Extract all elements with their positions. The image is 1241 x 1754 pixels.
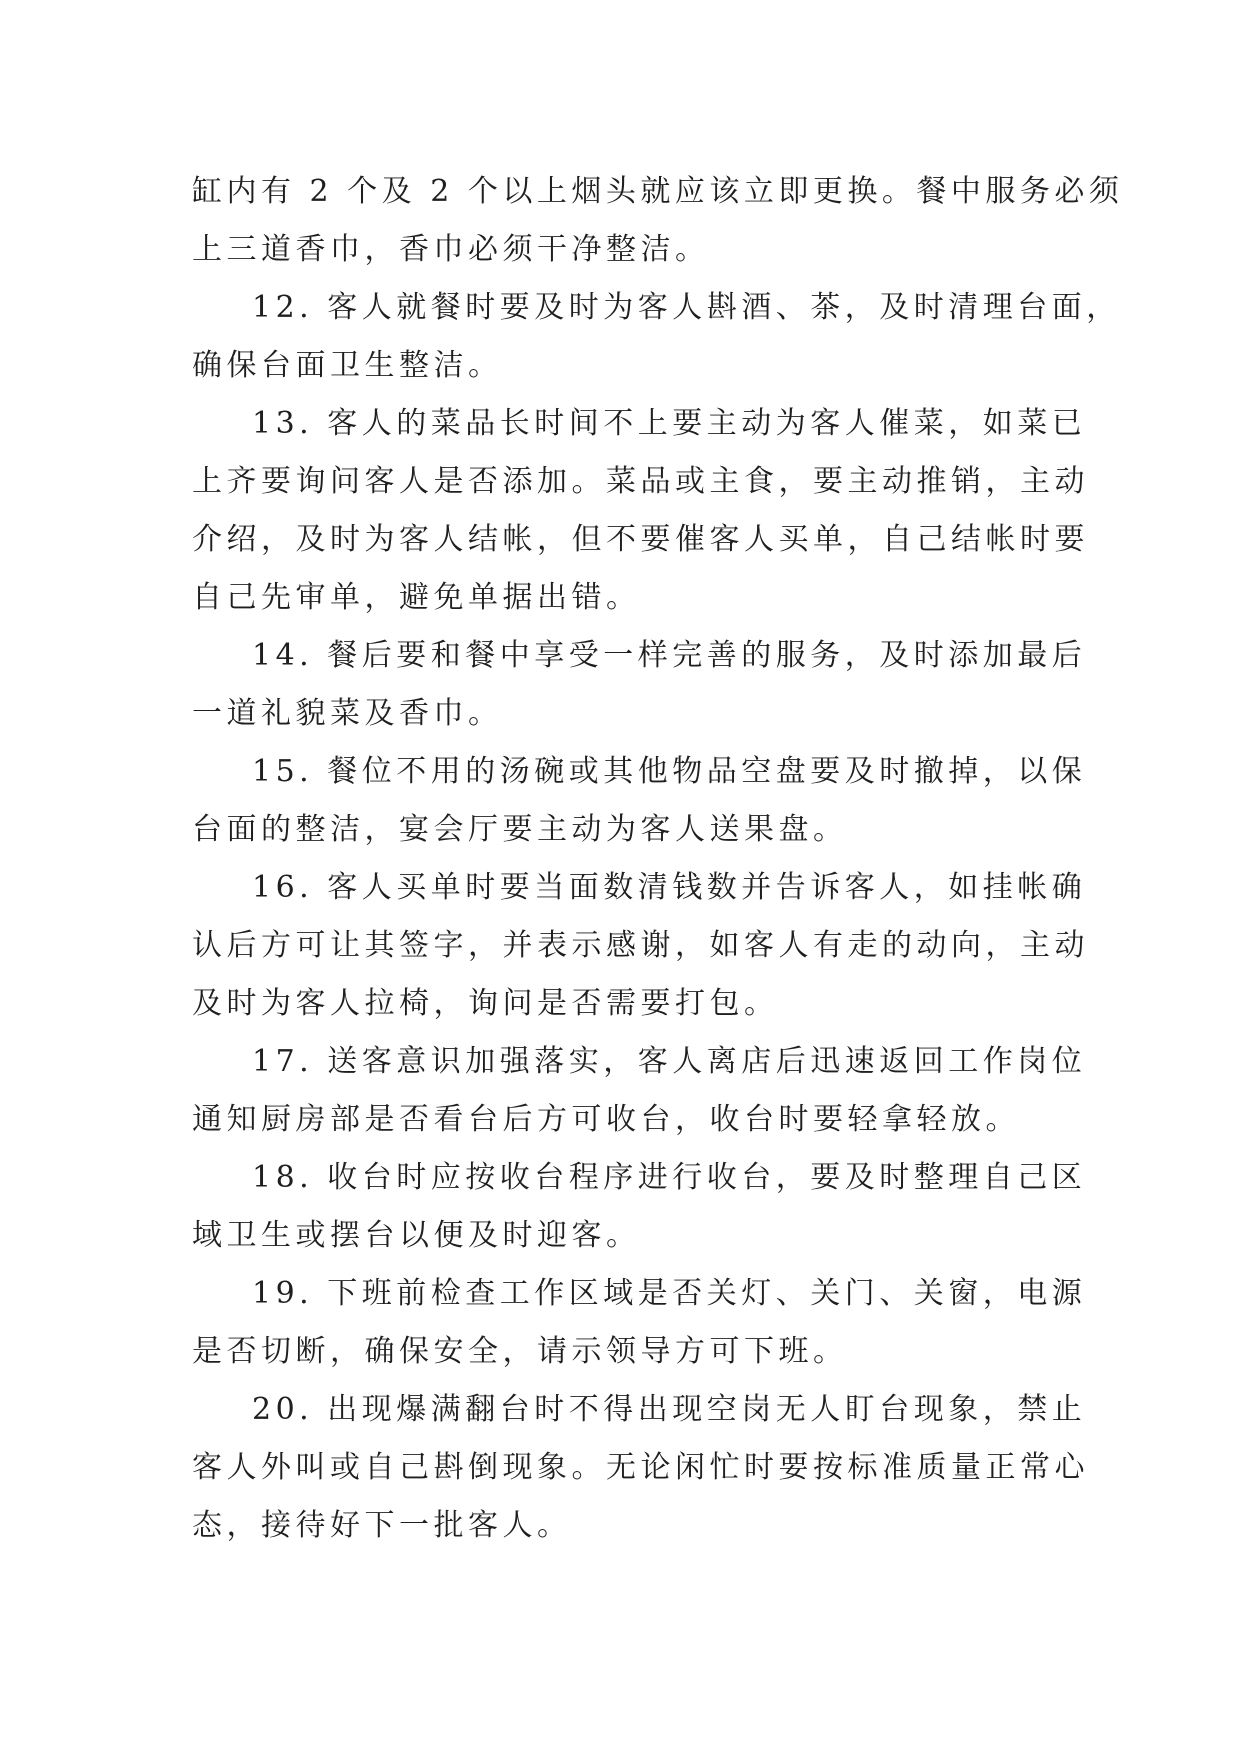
text-line: 上三道香巾，香巾必须干净整洁。 (192, 232, 710, 267)
text-line: 上齐要询问客人是否添加。菜品或主食，要主动推销，主动 (192, 464, 1089, 499)
text-line: 12. 客人就餐时要及时为客人斟酒、茶，及时清理台面， (252, 290, 1121, 325)
paragraph-continuation (192, 163, 1124, 279)
paragraph-item-16 (192, 859, 1089, 1033)
paragraph-item-18 (192, 1149, 1087, 1265)
text-line: 17. 送客意识加强落实，客人离店后迅速返回工作岗位 (252, 1044, 1087, 1079)
text-line: 及时为客人拉椅，询问是否需要打包。 (192, 986, 779, 1021)
text-line: 16. 客人买单时要当面数清钱数并告诉客人，如挂帐确 (252, 870, 1087, 905)
paragraph-item-12 (192, 279, 1121, 395)
text-line: 台面的整洁，宴会厅要主动为客人送果盘。 (192, 812, 848, 847)
paragraph-item-20 (192, 1381, 1089, 1555)
text-line: 态，接待好下一批客人。 (192, 1508, 572, 1543)
text-line: 13. 客人的菜品长时间不上要主动为客人催菜，如菜已 (252, 406, 1087, 441)
paragraph-item-14 (192, 627, 1087, 743)
text-line: 是否切断，确保安全，请示领导方可下班。 (192, 1334, 848, 1369)
text-line: 自己先审单，避免单据出错。 (192, 580, 641, 615)
text-line: 14. 餐后要和餐中享受一样完善的服务，及时添加最后 (252, 638, 1087, 673)
paragraph-item-13 (192, 395, 1089, 627)
paragraph-item-15 (192, 743, 1087, 859)
paragraph-item-19 (192, 1265, 1087, 1381)
text-line: 19. 下班前检查工作区域是否关灯、关门、关窗，电源 (252, 1276, 1087, 1311)
text-line: 通知厨房部是否看台后方可收台，收台时要轻拿轻放。 (192, 1102, 1020, 1137)
text-line: 介绍，及时为客人结帐，但不要催客人买单，自己结帐时要 (192, 522, 1089, 557)
text-line: 缸内有 2 个及 2 个以上烟头就应该立即更换。餐中服务必须 (192, 174, 1124, 209)
text-line: 域卫生或摆台以便及时迎客。 (192, 1218, 641, 1253)
text-line: 确保台面卫生整洁。 (192, 348, 503, 383)
text-line: 18. 收台时应按收台程序进行收台，要及时整理自己区 (252, 1160, 1087, 1195)
text-line: 20. 出现爆满翻台时不得出现空岗无人盯台现象，禁止 (252, 1392, 1087, 1427)
paragraph-item-17 (192, 1033, 1087, 1149)
document-body (192, 163, 1124, 1555)
text-line: 认后方可让其签字，并表示感谢，如客人有走的动向，主动 (192, 928, 1089, 963)
text-line: 15. 餐位不用的汤碗或其他物品空盘要及时撤掉，以保 (252, 754, 1087, 789)
text-line: 客人外叫或自己斟倒现象。无论闲忙时要按标准质量正常心 (192, 1450, 1089, 1485)
text-line: 一道礼貌菜及香巾。 (192, 696, 503, 731)
